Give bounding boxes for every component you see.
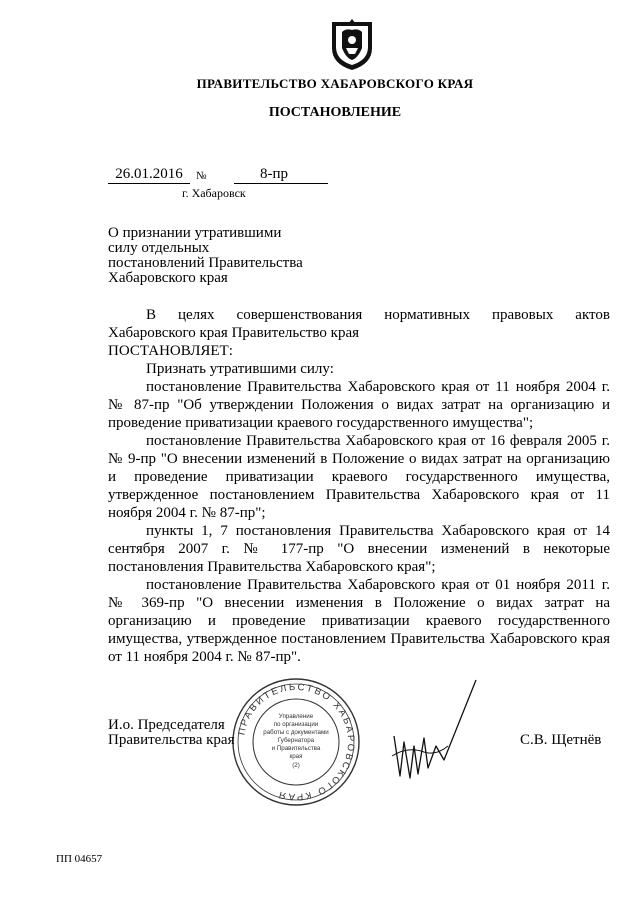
document-number: 8-пр	[234, 166, 328, 184]
svg-text:ПРАВИТЕЛЬСТВО ХАБАРОВСКОГО КРА: ПРАВИТЕЛЬСТВО ХАБАРОВСКОГО КРАЯ	[236, 681, 357, 803]
intro-text: В целях совершенствования нормативных правовых актов Хабаровского края Правительство края	[108, 307, 610, 341]
signatory-title-line2: Правительства края	[108, 732, 235, 748]
svg-text:(2): (2)	[292, 762, 300, 769]
list-item	[108, 522, 610, 576]
list-item-text: постановление Правительства Хабаровского края от 16 февраля 2005 г. № 9-пр "О внесении изменений в Положение о видах затрат на организацию и проведение приватизации краевого государственного имущества, утвержденное постановлением Правительства Хабаровского края от 11 ноября 2004 г. № 87-пр";	[108, 433, 610, 521]
city: г. Хабаровск	[182, 186, 246, 200]
signatory-title-line1: И.о. Председателя	[108, 717, 225, 733]
svg-text:и Правительства: и Правительства	[271, 745, 321, 752]
list-item	[108, 576, 610, 666]
intro-paragraph	[108, 306, 610, 342]
list-item-text: постановление Правительства Хабаровского края от 11 ноября 2004 г. № 87-пр "Об утверждении Положения о видах затрат на организацию и проведение приватизации краевого государственного имущества";	[108, 379, 610, 431]
list-item-text: пункты 1, 7 постановления Правительства Хабаровского края от 14 сентября 2007 г. № 177-пр "О внесении изменений в некоторые постановления Правительства Хабаровского края";	[108, 523, 610, 575]
svg-text:края: края	[289, 753, 303, 760]
coat-of-arms-emblem	[328, 18, 376, 72]
document-subject: О признании утратившими силу отдельных постановлений Правительства Хабаровского края	[108, 225, 303, 286]
svg-text:по организации: по организации	[273, 721, 319, 728]
document-date: 26.01.2016	[108, 166, 190, 184]
svg-text:Губернатора: Губернатора	[277, 737, 315, 744]
official-seal-stamp	[230, 676, 362, 808]
recognize-text: Признать утратившими силу:	[146, 361, 334, 377]
decree-word: ПОСТАНОВЛЯЕТ:	[108, 343, 233, 359]
signatory-name: С.В. Щетнёв	[520, 732, 602, 748]
footer-code: ПП 04657	[56, 853, 103, 865]
number-sign: №	[196, 170, 207, 182]
list-item-text: постановление Правительства Хабаровского края от 01 ноября 2011 г. № 369-пр "О внесении изменения в Положение о видах затрат на организацию и проведение приватизации краевого государственного имущества, утвержденное постановлением Правительства Хабаровского края от 11 ноября 2004 г. № 87-пр".	[108, 577, 610, 665]
handwritten-signature	[384, 676, 484, 786]
document-type: ПОСТАНОВЛЕНИЕ	[268, 105, 402, 120]
signatory-title	[108, 718, 235, 748]
svg-text:Управление: Управление	[278, 713, 314, 720]
government-name: ПРАВИТЕЛЬСТВО ХАБАРОВСКОГО КРАЯ	[196, 76, 474, 91]
list-item	[108, 378, 610, 432]
recognize-paragraph	[108, 360, 610, 378]
svg-text:работы с документами: работы с документами	[263, 729, 329, 736]
list-item	[108, 432, 610, 522]
